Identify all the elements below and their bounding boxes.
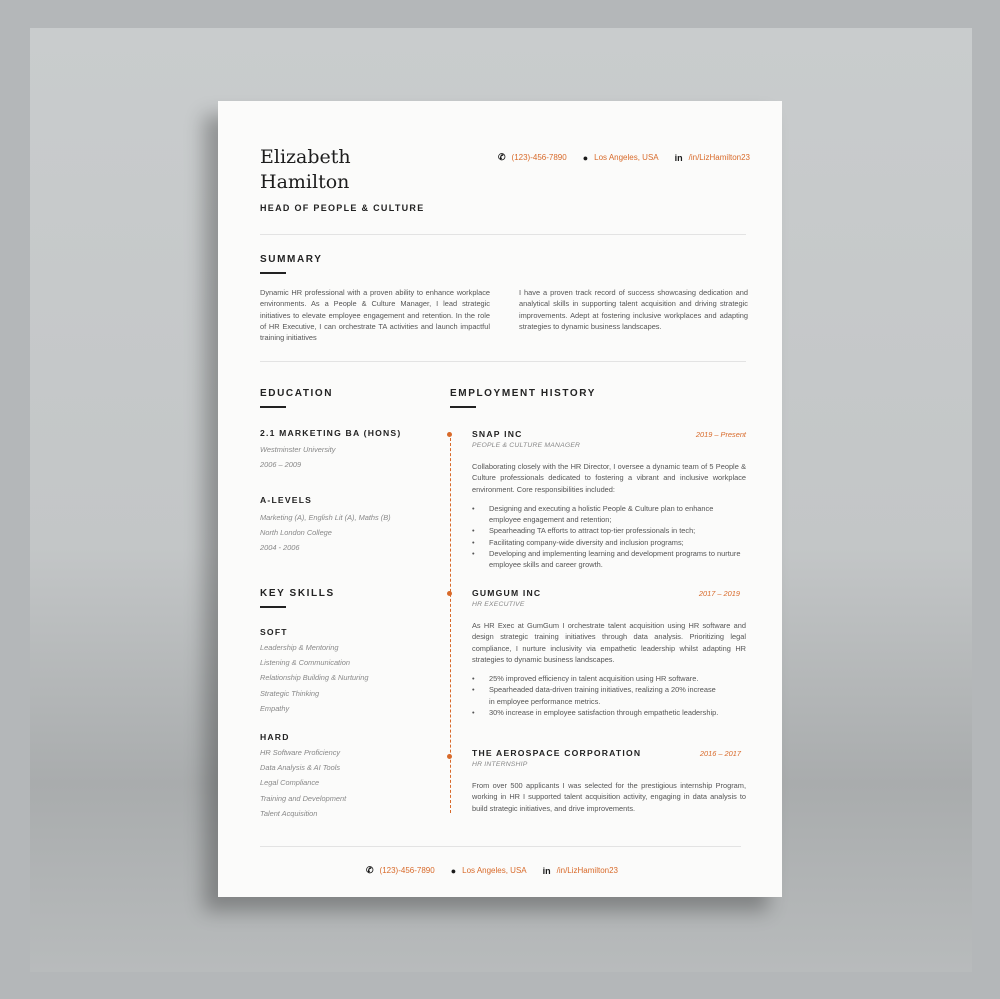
phone-text: (123)-456-7890 <box>511 153 567 162</box>
linkedin-icon: in <box>542 865 551 876</box>
location-pin-icon: ● <box>582 152 589 163</box>
education-details <box>260 442 335 472</box>
education-school: Westminster University <box>260 445 336 454</box>
job-description: Collaborating closely with the HR Director, I oversee a dynamic team of 5 People & Culture professionals dedicated to fostering a vibrant and inclusive workplace environment. Core responsibilities included: <box>472 462 746 494</box>
contact-phone[interactable] <box>366 865 435 876</box>
job-description: As HR Exec at GumGum I orchestrate talent acquisition using HR software and design strategic training initiatives through data analysis. Prioritizing legal compliance, I nurture inclusivity via empathetic leadership whilst adapting HR strategies to dynamic business landscapes. <box>472 621 746 664</box>
divider <box>260 234 746 235</box>
phone-text: (123)-456-7890 <box>379 866 435 875</box>
contact-bar-top <box>498 152 750 163</box>
job-dates: 2019 – Present <box>695 429 746 439</box>
timeline-dot <box>447 432 452 437</box>
contact-location[interactable] <box>583 152 659 163</box>
last-name: Hamilton <box>260 171 350 193</box>
contact-linkedin[interactable] <box>543 865 618 876</box>
contact-bar-bottom <box>366 865 618 876</box>
job-bullet: • Spearheaded data-driven training initiatives, realizing a 20% increase in employee performance metrics. <box>472 684 722 707</box>
education-heading: EDUCATION <box>260 388 334 399</box>
job-bullet: • 30% increase in employee satisfaction through empathetic leadership. <box>472 707 722 718</box>
first-name: Elizabeth <box>260 146 351 168</box>
linkedin-text: /in/LizHamilton23 <box>556 866 618 875</box>
skill-item: Relationship Building & Nurturing <box>260 673 369 683</box>
skill-item: Strategic Thinking <box>260 688 320 698</box>
summary-right: I have a proven track record of success showcasing dedication and analytical skills in supporting talent acquisition and driving strategic improvements. Adept at fostering inclusive workplaces and adapting strategies to dynamic business landscapes. <box>519 288 748 331</box>
skill-item: Leadership & Mentoring <box>260 643 339 652</box>
job-bullets <box>472 503 746 571</box>
phone-icon: ✆ <box>498 152 506 162</box>
employment-heading: EMPLOYMENT HISTORY <box>450 388 597 399</box>
job-role: HR INTERNSHIP <box>472 761 528 768</box>
location-text: Los Angeles, USA <box>594 153 659 162</box>
job-company: SNAP INC <box>472 429 523 439</box>
resume-page <box>218 101 782 897</box>
education-dates: 2006 – 2009 <box>260 460 302 470</box>
job-company: GUMGUM INC <box>472 588 542 598</box>
job-company: THE AEROSPACE CORPORATION <box>472 748 642 758</box>
job-bullet: • Spearheading TA efforts to attract top-tier professionals in tech; <box>472 525 746 536</box>
skill-item: Listening & Communication <box>260 658 350 668</box>
divider <box>260 846 741 847</box>
skills-heading: KEY SKILLS <box>260 588 335 599</box>
job-role: HR EXECUTIVE <box>472 601 525 608</box>
job-entry <box>472 588 746 718</box>
skill-item: Data Analysis & AI Tools <box>260 763 341 773</box>
hard-skills-list <box>260 745 346 821</box>
job-entry <box>472 748 746 814</box>
skill-item: Talent Acquisition <box>260 808 318 818</box>
job-title: HEAD OF PEOPLE & CULTURE <box>260 203 425 213</box>
job-role: PEOPLE & CULTURE MANAGER <box>472 442 581 449</box>
timeline-dot <box>447 591 452 596</box>
education-title: 2.1 MARKETING BA (HONS) <box>260 428 402 438</box>
soft-skills-heading: SOFT <box>260 627 288 637</box>
location-pin-icon: ● <box>450 865 457 876</box>
timeline-dot <box>447 754 452 759</box>
education-subjects: Marketing (A), English Lit (A), Maths (B) <box>260 513 391 522</box>
education-dates: 2004 - 2006 <box>260 543 300 553</box>
education-details <box>260 510 391 556</box>
contact-location[interactable] <box>451 865 527 876</box>
education-title: A-LEVELS <box>260 495 313 505</box>
job-dates: 2016 – 2017 <box>699 748 741 758</box>
soft-skills-list <box>260 640 368 716</box>
summary-left: Dynamic HR professional with a proven ability to enhance workplace environments. As a People & Culture Manager, I lead strategic initiatives to elevate employee engagement and retention. In the role of HR Executive, I can orchestrate TA activities and launch impactful training initiatives <box>260 288 490 343</box>
location-text: Los Angeles, USA <box>462 866 527 875</box>
summary-heading: SUMMARY <box>260 254 323 265</box>
linkedin-icon: in <box>674 152 683 163</box>
job-bullet: • Designing and executing a holistic People & Culture plan to enhance employee engagement and retention; <box>472 503 746 526</box>
job-bullet: • Developing and implementing learning and development programs to nurture employee skills and career growth. <box>472 548 746 571</box>
contact-linkedin[interactable] <box>675 152 750 163</box>
skill-item: Empathy <box>260 703 290 713</box>
skill-item: Training and Development <box>260 793 347 803</box>
hard-skills-heading: HARD <box>260 732 290 742</box>
candidate-name <box>260 145 351 195</box>
linkedin-text: /in/LizHamilton23 <box>688 153 750 162</box>
phone-icon: ✆ <box>366 865 374 875</box>
contact-phone[interactable] <box>498 152 567 163</box>
job-bullet: • Facilitating company-wide diversity and inclusion programs; <box>472 537 746 548</box>
job-entry <box>472 429 746 571</box>
skill-item: Legal Compliance <box>260 778 320 788</box>
education-school: North London College <box>260 528 332 538</box>
skill-item: HR Software Proficiency <box>260 748 341 757</box>
job-bullet: • 25% improved efficiency in talent acquisition using HR software. <box>472 673 722 684</box>
job-dates: 2017 – 2019 <box>698 588 740 598</box>
divider <box>260 361 746 362</box>
job-bullets <box>472 673 722 718</box>
job-description: From over 500 applicants I was selected for the prestigious internship Program, working in HR I supported talent acquisition activity, engaging in data analysis to build strategic initiatives, and drive improvements. <box>472 781 746 813</box>
